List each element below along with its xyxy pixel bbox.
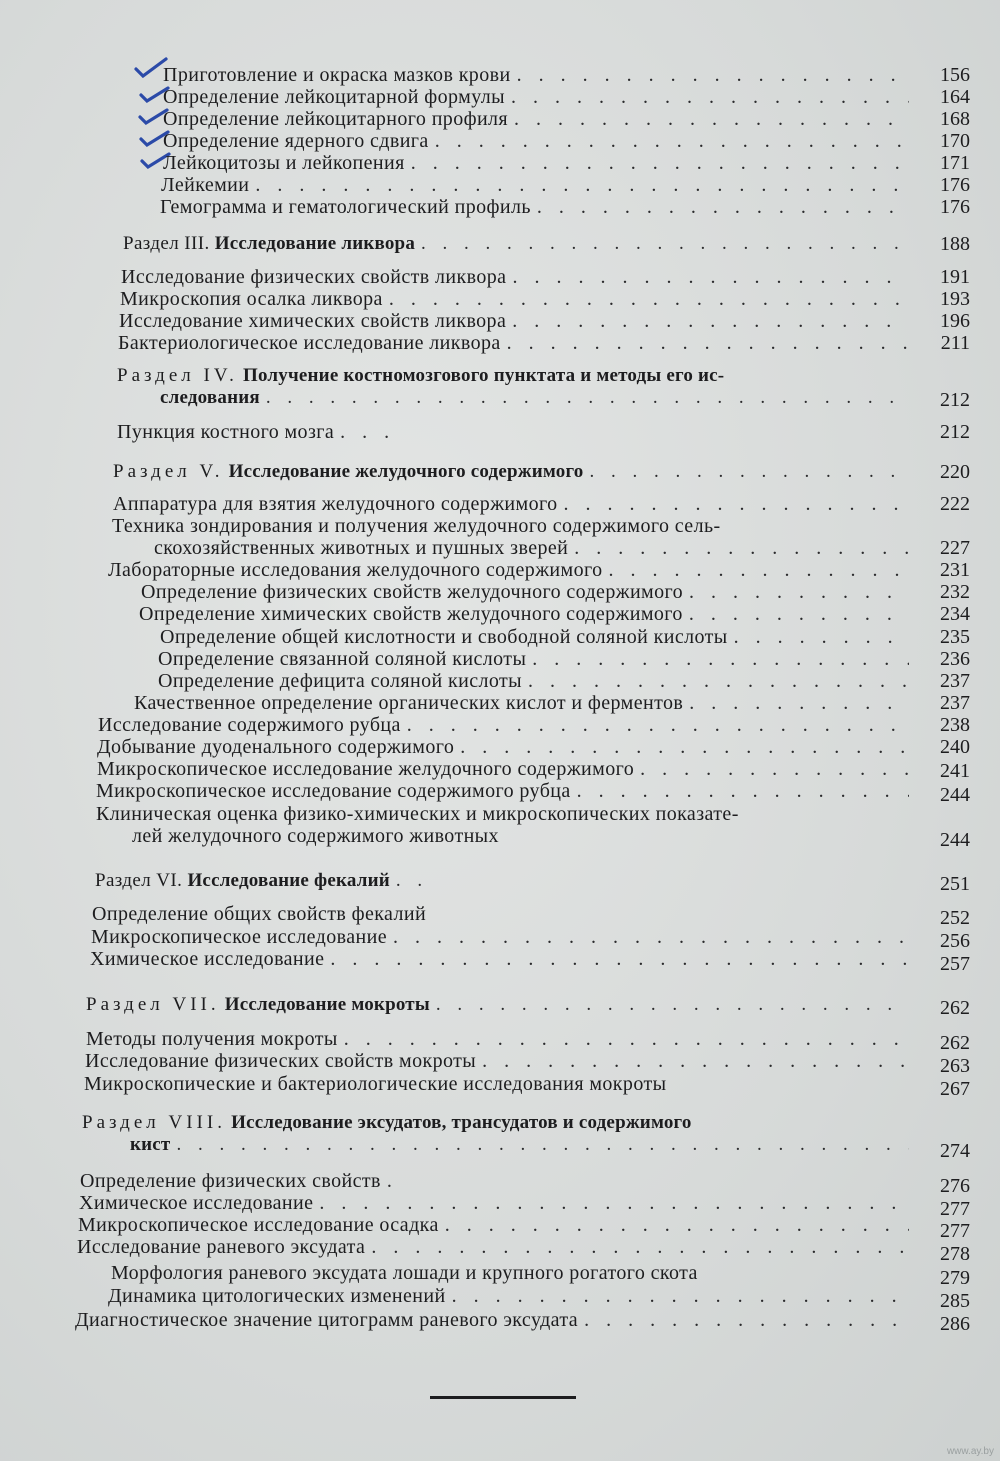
section-heading-continuation: следования . . . xyxy=(160,387,915,409)
toc-entry: Определение лейкоцитарной формулы . . . xyxy=(163,86,915,108)
toc-entry-continuation: скохозяйственных животных и пушных зверей . . . xyxy=(154,537,915,559)
toc-entry: Исследование содержимого рубца . . . xyxy=(98,714,915,736)
page-number: 171 xyxy=(940,152,970,174)
page-number: 274 xyxy=(940,1140,970,1162)
page-number: 212 xyxy=(940,421,970,443)
toc-entry: Гемограмма и гематологический профиль . . . xyxy=(160,196,915,218)
page-number: 244 xyxy=(940,784,970,806)
toc-entry: Определение физических свойств . . . xyxy=(80,1170,915,1192)
page-number: 252 xyxy=(940,907,970,929)
toc-entry: Лейкемии . . . xyxy=(161,174,915,196)
toc-entry: Исследование физических свойств ликвора . . . xyxy=(121,266,915,288)
page-number: 168 xyxy=(940,108,970,130)
page-number: 231 xyxy=(940,559,970,581)
toc-entry: Исследование химических свойств ликвора . . . xyxy=(119,310,915,332)
page-number: 240 xyxy=(940,736,970,758)
toc-entry: Определение химических свойств желудочного содержимого . . . xyxy=(139,603,915,625)
toc-entry: Определение общих свойств фекалий xyxy=(92,903,427,925)
toc-entry: Определение физических свойств желудочного содержимого . . . xyxy=(141,581,915,603)
page-number: 170 xyxy=(940,130,970,152)
page-number: 276 xyxy=(940,1175,970,1197)
toc-entry: Микроскопическое исследование желудочного содержимого . . . xyxy=(97,758,915,780)
page-number: 285 xyxy=(940,1290,970,1312)
page-number: 267 xyxy=(940,1078,970,1100)
page-number: 212 xyxy=(940,389,970,411)
page-number: 279 xyxy=(940,1267,970,1289)
page-number: 211 xyxy=(940,332,970,354)
toc-entry: Аппаратура для взятия желудочного содержимого . . . xyxy=(113,493,915,515)
page-number: 262 xyxy=(940,997,970,1019)
toc-entry: Определение дефицита соляной кислоты . . . xyxy=(158,670,915,692)
page-number: 237 xyxy=(940,670,970,692)
page-number: 191 xyxy=(940,266,970,288)
page-number: 196 xyxy=(940,310,970,332)
page-number: 234 xyxy=(940,603,970,625)
section-heading: Раздел VI. Исследование фекалий . . . xyxy=(95,870,915,892)
section-heading: Раздел VII. Исследование мокроты . . . xyxy=(86,994,915,1016)
toc-entry-continuation: лей желудочного содержимого животных xyxy=(132,825,499,847)
page-number: 220 xyxy=(940,461,970,483)
toc-entry: Микроскопическое исследование содержимого рубца . . . xyxy=(96,780,915,802)
page-number: 238 xyxy=(940,714,970,736)
toc-entry: Определение общей кислотности и свободной соляной кислоты . . . xyxy=(160,626,915,648)
page-number: 164 xyxy=(940,86,970,108)
toc-entry: Приготовление и окраска мазков крови . . . xyxy=(163,64,915,86)
page-number: 235 xyxy=(940,626,970,648)
page-number: 277 xyxy=(940,1220,970,1242)
toc-entry: Диагностическое значение цитограмм раневого эксудата . . . xyxy=(75,1309,915,1331)
toc-entry: Определение ядерного сдвига . . . xyxy=(163,130,915,152)
toc-entry: Исследование раневого эксудата . . . xyxy=(77,1236,915,1258)
page-number: 188 xyxy=(940,233,970,255)
page-number: 176 xyxy=(940,196,970,218)
toc-entry: Качественное определение органических кислот и ферментов . . . xyxy=(134,692,915,714)
toc-entry: Добывание дуоденального содержимого . . . xyxy=(97,736,915,758)
toc-entry: Микроскопические и бактериологические исследования мокроты xyxy=(84,1073,667,1095)
watermark: www.ay.by xyxy=(946,1446,994,1457)
closing-rule xyxy=(430,1396,576,1399)
page-number: 257 xyxy=(940,953,970,975)
toc-entry: Определение лейкоцитарного профиля . . . xyxy=(163,108,915,130)
toc-entry: Микроскопия осалка ликвора . . . xyxy=(120,288,915,310)
page-number: 193 xyxy=(940,288,970,310)
toc-entry: Химическое исследование . . . xyxy=(90,948,915,970)
toc-entry: Клиническая оценка физико-химических и микроскопических показате- xyxy=(96,803,739,825)
toc-entry: Определение связанной соляной кислоты . . . xyxy=(158,648,915,670)
section-heading: Раздел V. Исследование желудочного содержимого . . . xyxy=(113,461,915,483)
page-number: 256 xyxy=(940,930,970,952)
page-number: 277 xyxy=(940,1198,970,1220)
page-number: 278 xyxy=(940,1243,970,1265)
toc-entry: Морфология раневого эксудата лошади и крупного рогатого скота xyxy=(111,1262,698,1284)
section-heading: Раздел IV. Получение костномозгового пунктата и методы его ис- xyxy=(117,365,725,386)
toc-entry: Методы получения мокроты . . . xyxy=(86,1028,915,1050)
toc-entry: Динамика цитологических изменений . . . xyxy=(108,1285,915,1307)
section-heading: Раздел VIII. Исследование эксудатов, трансудатов и содержимого xyxy=(82,1112,692,1133)
page-number: 263 xyxy=(940,1055,970,1077)
page-number: 286 xyxy=(940,1313,970,1335)
page-number: 156 xyxy=(940,64,970,86)
section-heading: Раздел III. Исследование ликвора . . . xyxy=(123,233,915,255)
page-number: 262 xyxy=(940,1032,970,1054)
page-number: 176 xyxy=(940,174,970,196)
page-number: 222 xyxy=(940,493,970,515)
toc-entry: Микроскопическое исследование . . . xyxy=(91,926,915,948)
toc-entry: Пункция костного мозга . . . xyxy=(117,421,915,443)
page-number: 236 xyxy=(940,648,970,670)
toc-entry: Лабораторные исследования желудочного содержимого . . . xyxy=(108,559,915,581)
page-number: 241 xyxy=(940,760,970,782)
page-number: 251 xyxy=(940,873,970,895)
page-number: 232 xyxy=(940,581,970,603)
toc-entry: Лейкоцитозы и лейкопения . . . xyxy=(163,152,915,174)
toc-entry: Бактериологическое исследование ликвора . . . xyxy=(118,332,915,354)
section-heading-continuation: кист . . . xyxy=(130,1134,915,1156)
page-number: 237 xyxy=(940,692,970,714)
toc-entry: Микроскопическое исследование осадка . . . xyxy=(78,1214,915,1236)
page-number: 227 xyxy=(940,537,970,559)
toc-entry: Химическое исследование . . . xyxy=(79,1192,915,1214)
toc-entry: Техника зондирования и получения желудочного содержимого сель- xyxy=(112,515,721,537)
page-number: 244 xyxy=(940,829,970,851)
toc-entry: Исследование физических свойств мокроты . . . xyxy=(85,1050,915,1072)
